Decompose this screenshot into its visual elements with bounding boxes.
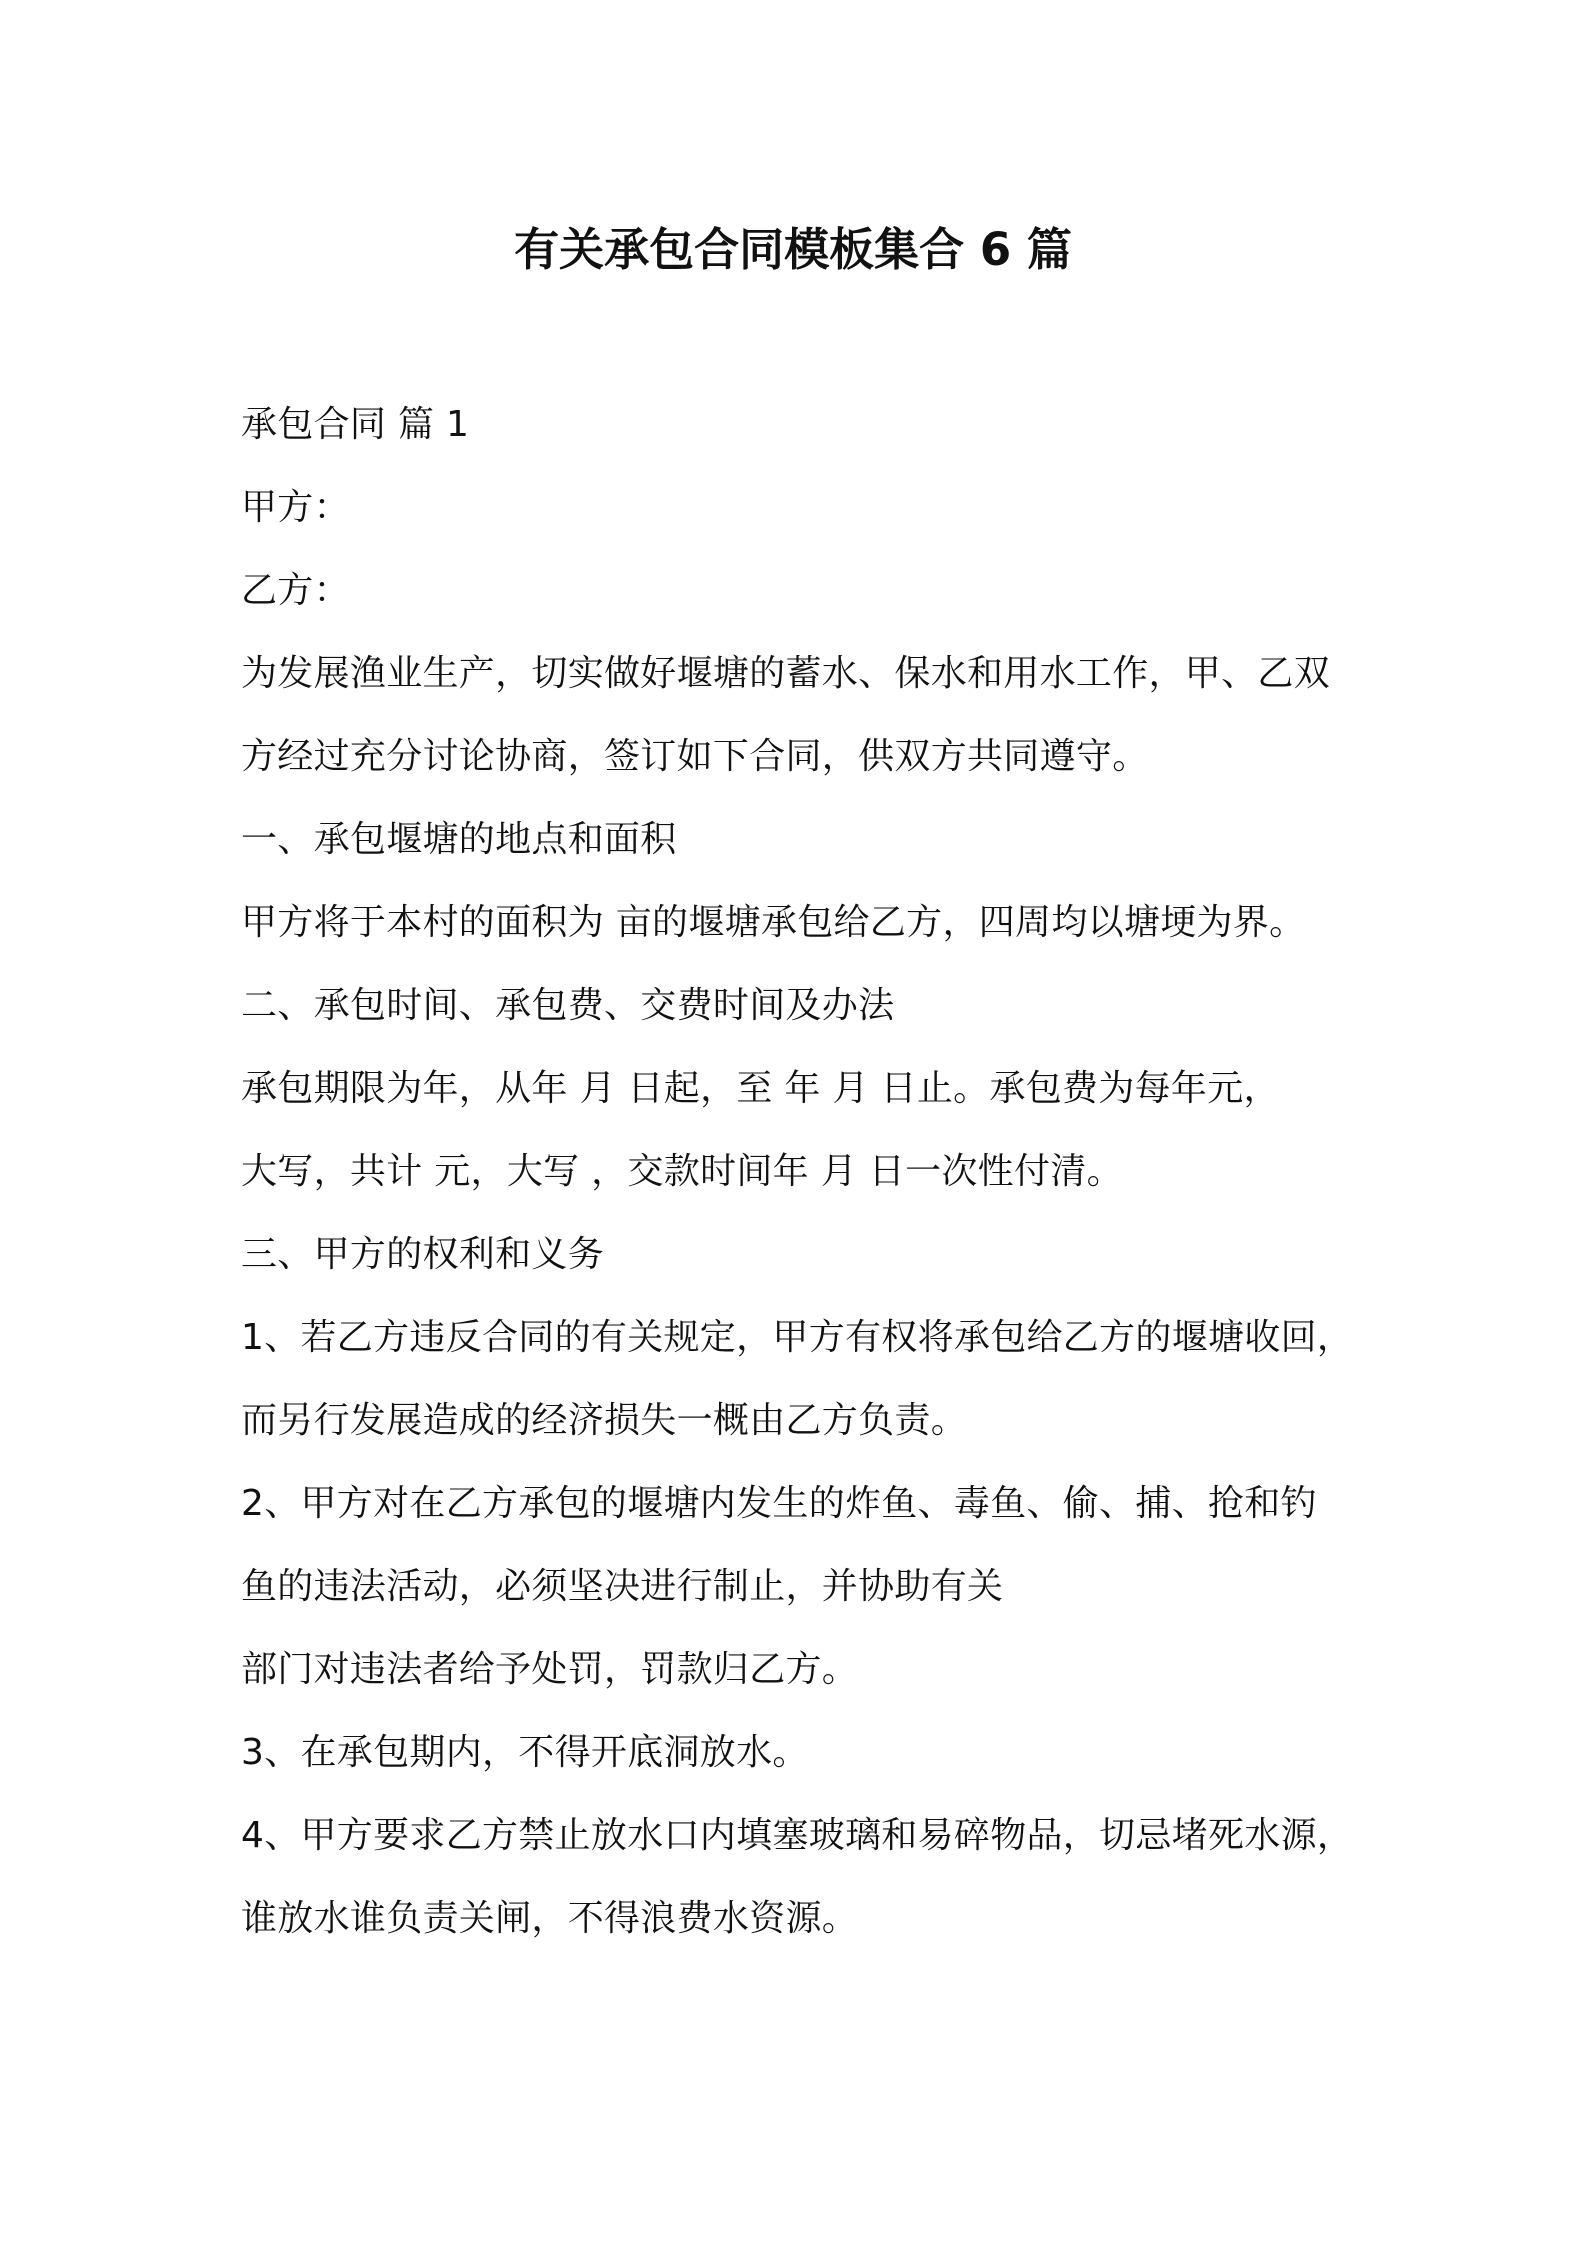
paragraph-line: 为发展渔业生产，切实做好堰塘的蓄水、保水和用水工作，甲、乙双 [241, 653, 1331, 694]
paragraph-line: 3、在承包期内，不得开底洞放水。 [241, 1732, 809, 1773]
document-title: 有关承包合同模板集合 6 篇 [514, 223, 1072, 276]
paragraph-line: 方经过充分讨论协商，签订如下合同，供双方共同遵守。 [241, 736, 1149, 777]
paragraph-line: 部门对违法者给予处罚，罚款归乙方。 [241, 1649, 859, 1690]
section-heading-contract-1: 承包合同 篇 1 [241, 404, 470, 445]
paragraph-line: 甲方将于本村的面积为 亩的堰塘承包给乙方，四周均以塘埂为界。 [241, 902, 1306, 943]
paragraph-line: 谁放水谁负责关闸，不得浪费水资源。 [241, 1898, 859, 1939]
clause-heading: 二、承包时间、承包费、交费时间及办法 [241, 985, 895, 1026]
party-b-label: 乙方： [241, 570, 350, 611]
paragraph-line: 承包期限为年，从年 月 日起，至 年 月 日止。承包费为每年元， [241, 1068, 1280, 1109]
party-a-label: 甲方： [241, 487, 350, 528]
paragraph-line: 大写，共计 元，大写 ，交款时间年 月 日一次性付清。 [241, 1151, 1123, 1192]
clause-heading: 三、甲方的权利和义务 [241, 1234, 605, 1275]
paragraph-line: 鱼的违法活动，必须坚决进行制止，并协助有关 [241, 1566, 1004, 1607]
paragraph-line: 1、若乙方违反合同的有关规定，甲方有权将承包给乙方的堰塘收回， [241, 1317, 1354, 1358]
paragraph-line: 2、甲方对在乙方承包的堰塘内发生的炸鱼、毒鱼、偷、捕、抢和钓 [241, 1483, 1317, 1524]
paragraph-line: 而另行发展造成的经济损失一概由乙方负责。 [241, 1400, 968, 1441]
paragraph-line: 4、甲方要求乙方禁止放水口内填塞玻璃和易碎物品，切忌堵死水源， [241, 1815, 1354, 1856]
clause-heading: 一、承包堰塘的地点和面积 [241, 819, 677, 860]
